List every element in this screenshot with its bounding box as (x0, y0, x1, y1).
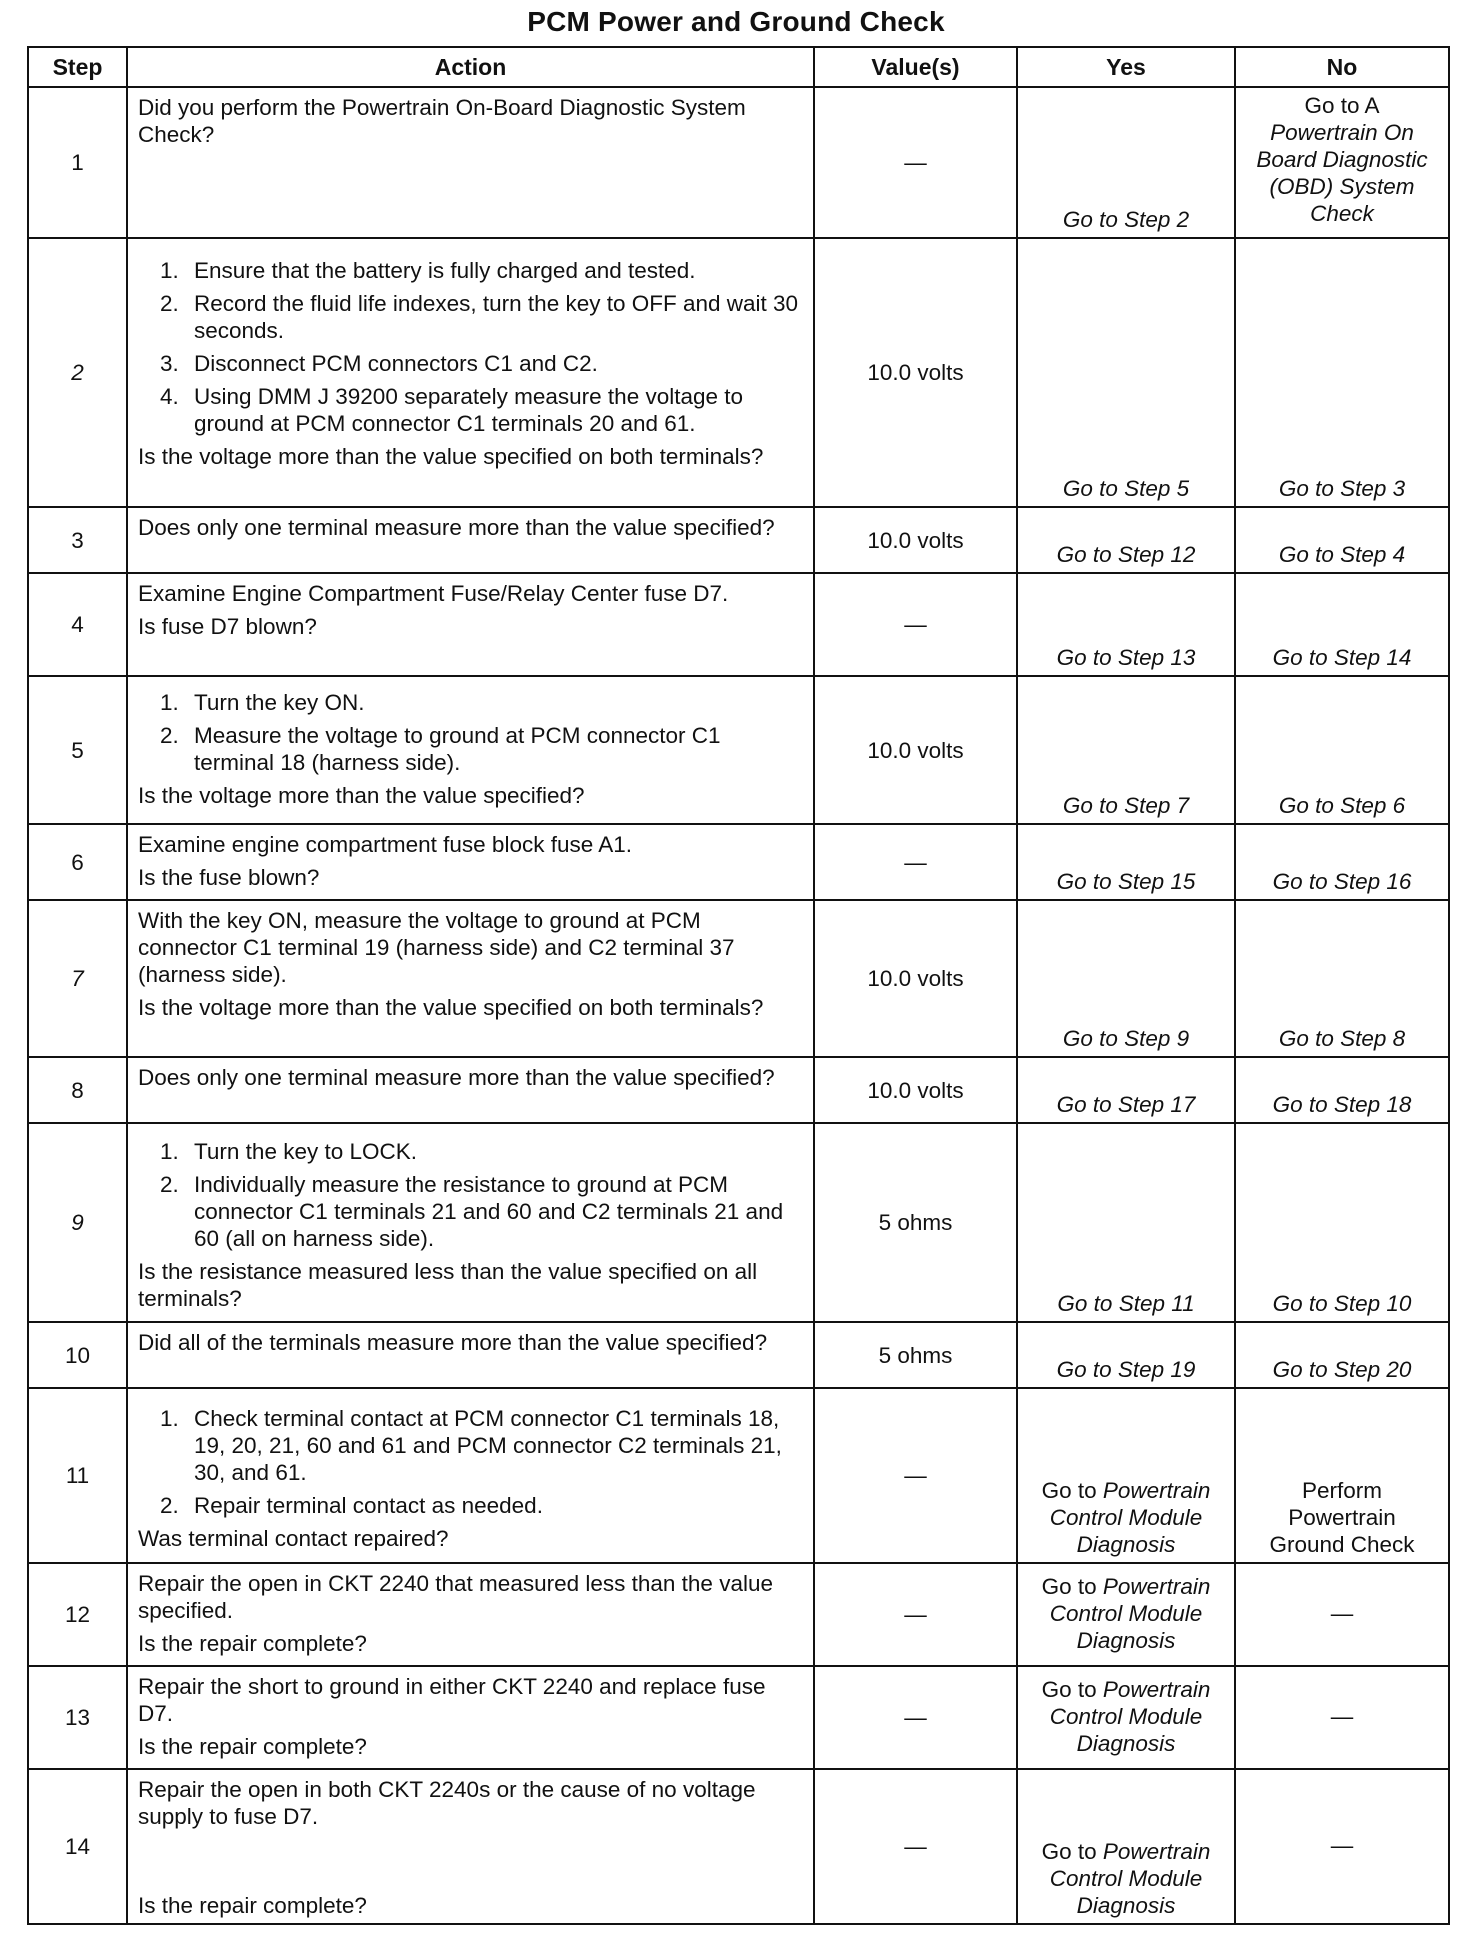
action-text: Repair the short to ground in either CKT 2240 and replace fuse D7. (138, 1674, 766, 1726)
table-row (28, 507, 1449, 573)
no-cell: Go to Step 4 (1235, 507, 1449, 573)
diagnostic-table (27, 46, 1450, 1925)
value-cell: — (814, 573, 1017, 676)
no-cell: — (1235, 1769, 1449, 1924)
value-cell: 10.0 volts (814, 900, 1017, 1057)
value-cell: 10.0 volts (814, 238, 1017, 507)
step-number: 8 (28, 1057, 127, 1123)
yes-cell: Go to Step 11 (1017, 1123, 1235, 1322)
no-cell: Go to Step 8 (1235, 900, 1449, 1057)
no-text: Perform (1301, 1478, 1382, 1503)
table-row (28, 1563, 1449, 1666)
table-row (28, 87, 1449, 238)
action-question: Is the repair complete? (138, 1631, 367, 1656)
no-cell: Go to Step 10 (1235, 1123, 1449, 1322)
action-question: Is the repair complete? (138, 1893, 367, 1918)
step-number: 5 (28, 676, 127, 824)
yes-text: Go to Powertrain (1041, 1839, 1211, 1864)
action-cell (127, 1563, 814, 1666)
table-row (28, 900, 1449, 1057)
value-cell: — (814, 1666, 1017, 1769)
action-cell (127, 1388, 814, 1563)
action-question: Is the voltage more than the value specified on both terminals? (138, 444, 764, 469)
header-values: Value(s) (814, 47, 1017, 87)
action-cell (127, 1322, 814, 1388)
yes-text: Diagnosis (1076, 1731, 1176, 1756)
yes-text: Go to Powertrain (1041, 1574, 1211, 1599)
action-cell (127, 676, 814, 824)
action-steps (138, 1405, 803, 1519)
action-cell (127, 1666, 814, 1769)
action-cell (127, 1057, 814, 1123)
action-cell (127, 1123, 814, 1322)
list-item: 2. Repair terminal contact as needed. (160, 1493, 543, 1518)
value-cell: — (814, 1563, 1017, 1666)
action-text: Examine Engine Compartment Fuse/Relay Center fuse D7. (138, 581, 729, 606)
yes-cell: Go to Step 12 (1017, 507, 1235, 573)
action-question: Is the voltage more than the value specified? (138, 783, 585, 808)
yes-cell (1017, 1563, 1235, 1666)
table-row (28, 1123, 1449, 1322)
step-number: 1 (28, 87, 127, 238)
no-cell: Go to Step 16 (1235, 824, 1449, 900)
step-number: 7 (28, 900, 127, 1057)
step-number: 14 (28, 1769, 127, 1924)
action-question: Was terminal contact repaired? (138, 1526, 449, 1551)
list-item: 1. Check terminal contact at PCM connector C1 terminals 18, 19, 20, 21, 60 and 61 and PCM connector C2 terminals 21, 30, and 61. (160, 1406, 782, 1485)
value-cell: 10.0 volts (814, 676, 1017, 824)
action-cell (127, 507, 814, 573)
action-cell (127, 824, 814, 900)
no-cell: Go to Step 18 (1235, 1057, 1449, 1123)
value-cell: — (814, 1388, 1017, 1563)
yes-text: Control Module (1049, 1601, 1203, 1626)
table-row (28, 1388, 1449, 1563)
action-steps (138, 257, 803, 437)
table-row (28, 1322, 1449, 1388)
action-cell (127, 900, 814, 1057)
action-steps (138, 1138, 803, 1252)
yes-cell (1017, 1769, 1235, 1924)
table-row (28, 1769, 1449, 1924)
action-text: With the key ON, measure the voltage to ground at PCM connector C1 terminal 19 (harness side) and C2 terminal 37 (harness side). (138, 908, 735, 987)
action-cell (127, 1769, 814, 1924)
header-no: No (1235, 47, 1449, 87)
list-item: 2. Record the fluid life indexes, turn the key to OFF and wait 30 seconds. (160, 291, 799, 343)
no-text: Powertrain (1288, 1505, 1396, 1530)
value-cell: 5 ohms (814, 1123, 1017, 1322)
value-cell: 10.0 volts (814, 507, 1017, 573)
action-text: Examine engine compartment fuse block fuse A1. (138, 832, 633, 857)
step-number: 12 (28, 1563, 127, 1666)
action-question: Is the repair complete? (138, 1734, 367, 1759)
list-item: 2. Measure the voltage to ground at PCM connector C1 terminal 18 (harness side). (160, 723, 721, 775)
yes-cell: Go to Step 9 (1017, 900, 1235, 1057)
yes-text: Control Module (1049, 1866, 1203, 1891)
no-text: Board Diagnostic (1256, 147, 1428, 172)
step-number: 4 (28, 573, 127, 676)
table-row (28, 676, 1449, 824)
header-action: Action (127, 47, 814, 87)
yes-text: Go to Powertrain (1041, 1677, 1211, 1702)
step-number: 9 (28, 1123, 127, 1322)
yes-text: Control Module (1049, 1704, 1203, 1729)
no-text: Go to A (1304, 93, 1380, 118)
yes-cell: Go to Step 19 (1017, 1322, 1235, 1388)
no-text: Check (1310, 201, 1374, 226)
page-title: PCM Power and Ground Check (527, 6, 945, 37)
action-text: Does only one terminal measure more than the value specified? (138, 515, 775, 540)
action-question: Is the resistance measured less than the value specified on all terminals? (138, 1259, 758, 1311)
yes-cell (1017, 1388, 1235, 1563)
table-row (28, 1666, 1449, 1769)
value-cell: 10.0 volts (814, 1057, 1017, 1123)
yes-cell: Go to Step 15 (1017, 824, 1235, 900)
list-item: 1. Turn the key to LOCK. (160, 1139, 418, 1164)
step-number: 3 (28, 507, 127, 573)
action-question: Is fuse D7 blown? (138, 614, 317, 639)
no-text: Powertrain On (1270, 120, 1414, 145)
yes-cell: Go to Step 17 (1017, 1057, 1235, 1123)
table-row (28, 238, 1449, 507)
yes-cell (1017, 1666, 1235, 1769)
value-cell: — (814, 824, 1017, 900)
no-cell (1235, 1388, 1449, 1563)
value-cell: — (814, 1769, 1017, 1924)
action-cell (127, 238, 814, 507)
step-number: 13 (28, 1666, 127, 1769)
no-cell: Go to Step 3 (1235, 238, 1449, 507)
header-step: Step (28, 47, 127, 87)
header-yes: Yes (1017, 47, 1235, 87)
table-row (28, 573, 1449, 676)
value-cell: — (814, 87, 1017, 238)
step-number: 10 (28, 1322, 127, 1388)
yes-text: Control Module (1049, 1505, 1203, 1530)
value-cell: 5 ohms (814, 1322, 1017, 1388)
list-item: 2. Individually measure the resistance to ground at PCM connector C1 terminals 21 and 60 and C2 terminals 21 and 60 (all on harness side). (160, 1172, 784, 1251)
yes-text: Go to Step 2 (1062, 207, 1190, 232)
yes-text: Diagnosis (1076, 1532, 1176, 1557)
yes-text: Diagnosis (1076, 1893, 1176, 1918)
no-cell: — (1235, 1563, 1449, 1666)
no-text: (OBD) System (1269, 174, 1415, 199)
yes-text: Go to Powertrain (1041, 1478, 1211, 1503)
yes-cell (1017, 87, 1235, 238)
yes-cell: Go to Step 7 (1017, 676, 1235, 824)
no-cell: — (1235, 1666, 1449, 1769)
step-number: 11 (28, 1388, 127, 1563)
yes-text: Diagnosis (1076, 1628, 1176, 1653)
action-cell (127, 573, 814, 676)
yes-cell: Go to Step 5 (1017, 238, 1235, 507)
action-question: Is the fuse blown? (138, 865, 320, 890)
action-text: Does only one terminal measure more than the value specified? (138, 1065, 775, 1090)
list-item: 1. Ensure that the battery is fully charged and tested. (160, 258, 696, 283)
table-row (28, 1057, 1449, 1123)
list-item: 1. Turn the key ON. (160, 690, 365, 715)
action-question: Is the voltage more than the value specified on both terminals? (138, 995, 764, 1020)
action-text: Did you perform the Powertrain On-Board Diagnostic System Check? (138, 95, 746, 147)
no-cell: Go to Step 20 (1235, 1322, 1449, 1388)
action-text: Did all of the terminals measure more than the value specified? (138, 1330, 768, 1355)
table-header-row (28, 47, 1449, 87)
step-number: 6 (28, 824, 127, 900)
no-text: Ground Check (1269, 1532, 1415, 1557)
no-cell: Go to Step 14 (1235, 573, 1449, 676)
action-text: Repair the open in both CKT 2240s or the cause of no voltage supply to fuse D7. (138, 1777, 756, 1829)
action-text: Repair the open in CKT 2240 that measured less than the value specified. (138, 1571, 773, 1623)
yes-cell: Go to Step 13 (1017, 573, 1235, 676)
list-item: 3. Disconnect PCM connectors C1 and C2. (160, 351, 598, 376)
no-cell (1235, 87, 1449, 238)
step-number: 2 (28, 238, 127, 507)
action-steps (138, 689, 803, 776)
no-cell: Go to Step 6 (1235, 676, 1449, 824)
table-row (28, 824, 1449, 900)
action-cell (127, 87, 814, 238)
list-item: 4. Using DMM J 39200 separately measure the voltage to ground at PCM connector C1 terminals 20 and 61. (160, 384, 744, 436)
